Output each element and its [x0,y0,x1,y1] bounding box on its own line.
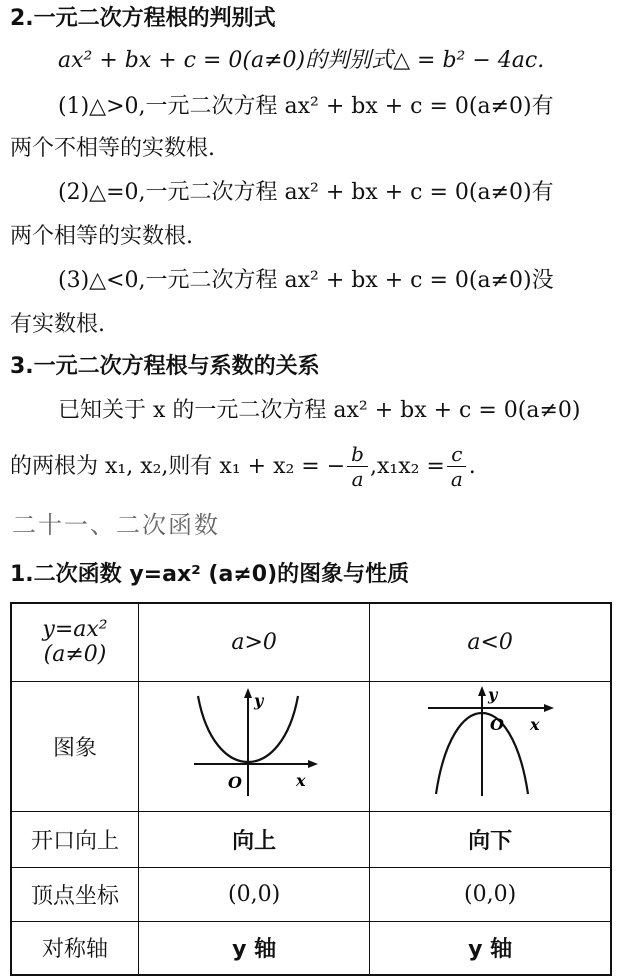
subsection-1-heading: 1.二次函数 y=ax² (a≠0)的图象与性质 [10,562,410,587]
y-axis-label: y [254,691,264,710]
quadratic-function-table [10,602,612,976]
function-header-cell [11,603,139,681]
roots-product-text: ,x₁x₂ = [369,453,445,479]
a-positive-header: a>0 [139,603,370,681]
vertex-negative: (0,0) [370,867,611,921]
section-3-heading: 3.一元二次方程根与系数的关系 [10,354,320,379]
function-condition: (a≠0) [43,642,107,668]
section-2-heading: 2.一元二次方程根的判别式 [10,6,276,31]
fraction-b-over-a [347,442,368,491]
upward-parabola-graph [184,684,324,802]
case-1-line-1: (1)△>0,一元二次方程 ax² + bx + c = 0(a≠0)有 [58,94,554,119]
section-3-line-1: 已知关于 x 的一元二次方程 ax² + bx + c = 0(a≠0) [58,398,581,423]
table-row-opening [11,811,611,867]
origin-label: O [228,773,243,792]
y-axis-label: y [488,685,498,704]
fraction-numerator: b [347,442,368,467]
case-3-line-1: (3)△<0,一元二次方程 ax² + bx + c = 0(a≠0)没 [58,268,554,293]
axis-positive: y 轴 [139,921,370,975]
opening-negative: 向下 [370,811,611,867]
table-row-image [11,681,611,811]
axis-label: 对称轴 [11,921,139,975]
origin-label: O [490,715,505,734]
case-2-line-1: (2)△=0,一元二次方程 ax² + bx + c = 0(a≠0)有 [58,180,554,205]
vertex-positive: (0,0) [139,867,370,921]
fraction-denominator: a [450,467,463,491]
axis-negative: y 轴 [370,921,611,975]
case-2-line-2: 两个相等的实数根. [10,224,193,249]
discriminant-formula: ax² + bx + c = 0(a≠0)的判别式△ = b² − 4ac. [58,48,545,73]
table-row-axis [11,921,611,975]
opening-positive: 向上 [139,811,370,867]
x-axis-label: x [296,771,306,790]
opening-label: 开口向上 [11,811,139,867]
chapter-title: 二十一、二次函数 [12,511,220,539]
roots-sum-text: 的两根为 x₁, x₂,则有 x₁ + x₂ = − [10,453,346,479]
period: . [468,453,476,479]
section-3-line-2 [10,442,476,491]
fraction-denominator: a [351,467,364,491]
table-header-row [11,603,611,681]
graph-downward-cell [370,681,611,811]
fraction-c-over-a [447,442,467,491]
graph-upward-cell [139,681,370,811]
vertex-label: 顶点坐标 [11,867,139,921]
a-negative-header: a<0 [370,603,611,681]
x-axis-label: x [530,715,540,734]
table-row-vertex [11,867,611,921]
case-1-line-2: 两个不相等的实数根. [10,136,215,161]
function-expression: y=ax² [42,617,108,643]
downward-parabola-graph [420,684,560,802]
fraction-numerator: c [447,442,466,467]
image-label: 图象 [11,681,139,811]
case-3-line-2: 有实数根. [10,312,105,337]
